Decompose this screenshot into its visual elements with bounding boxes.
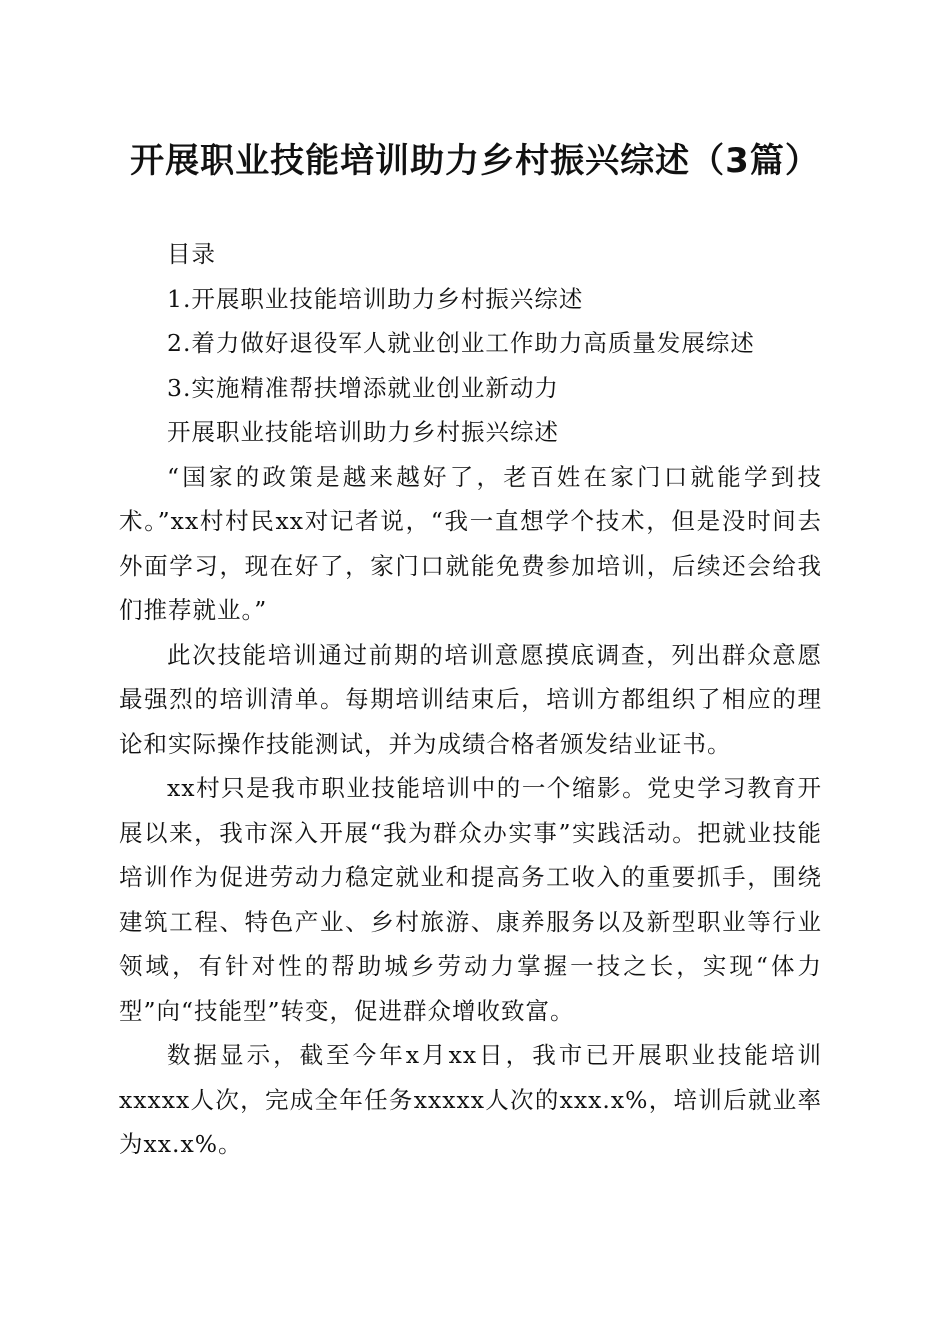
- document-body: [119, 232, 822, 1167]
- paragraph: “国家的政策是越来越好了，老百姓在家门口就能学到技术。”xx村村民xx对记者说，“我一直想学个技术，但是没时间去外面学习，现在好了，家门口就能免费参加培训，后续还会给我们推荐就业。”: [119, 462, 822, 624]
- paragraph: 数据显示，截至今年x月xx日，我市已开展职业技能培训xxxxx人次，完成全年任务xxxxx人次的xxx.x%，培训后就业率为xx.x%。: [119, 1041, 822, 1158]
- paragraph: xx村只是我市职业技能培训中的一个缩影。党史学习教育开展以来，我市深入开展“我为群众办实事”实践活动。把就业技能培训作为促进劳动力稳定就业和提高务工收入的重要抓手，围绕建筑工程、特色产业、乡村旅游、康养服务以及新型职业等行业领域，有针对性的帮助城乡劳动力掌握一技之长，实现“体力型”向“技能型”转变，促进群众增收致富。: [119, 774, 822, 1025]
- toc-item: 3.实施精准帮扶增添就业创业新动力: [167, 373, 559, 402]
- document-title: 开展职业技能培训助力乡村振兴综述（3篇）: [130, 141, 820, 181]
- article-title: 开展职业技能培训助力乡村振兴综述: [167, 418, 559, 446]
- toc-item: 2.着力做好退役军人就业创业工作助力高质量发展综述: [167, 329, 755, 357]
- toc-item: 1.开展职业技能培训助力乡村振兴综述: [167, 284, 584, 313]
- paragraph: 此次技能培训通过前期的培训意愿摸底调查，列出群众意愿最强烈的培训清单。每期培训结束后，培训方都组织了相应的理论和实际操作技能测试，并为成绩合格者颁发结业证书。: [119, 640, 822, 758]
- toc-heading: 目录: [167, 240, 216, 268]
